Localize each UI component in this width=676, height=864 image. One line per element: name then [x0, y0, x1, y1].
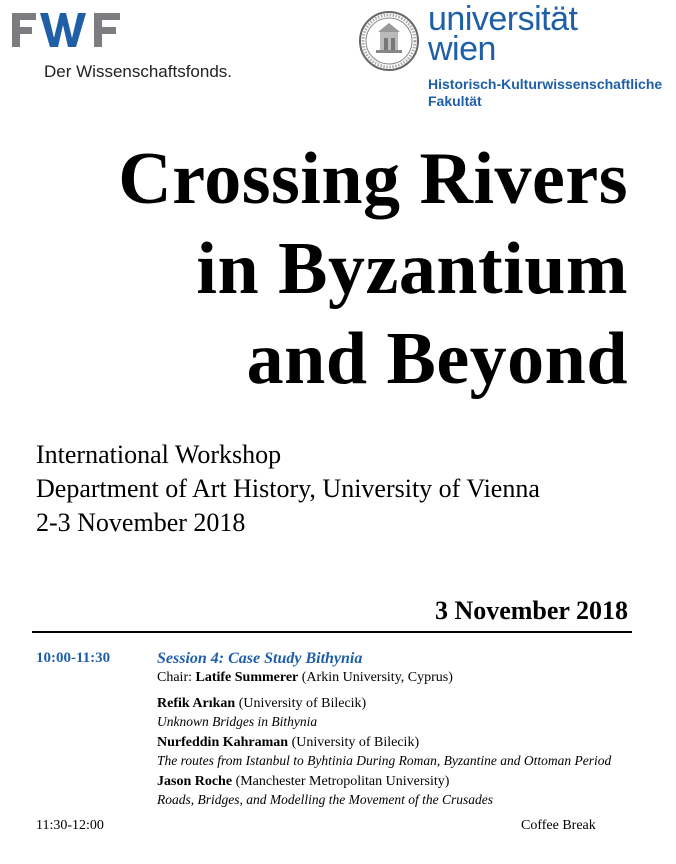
university-name: [428, 0, 578, 68]
university-name-line2: wien: [428, 30, 496, 68]
fwf-logo: [10, 10, 130, 50]
title-line3: and Beyond: [246, 318, 628, 400]
speaker-affiliation: (Manchester Metropolitan University): [235, 774, 450, 789]
talk-title: Roads, Bridges, and Modelling the Movement of the Crusades: [157, 792, 493, 807]
workshop-subtitle: [36, 438, 540, 540]
speaker-name: Refik Arıkan: [157, 696, 236, 711]
faculty-name-line2: Fakultät: [428, 93, 482, 109]
speaker-name: Nurfeddin Kahraman: [157, 735, 289, 750]
break-time: 11:30-12:00: [36, 818, 104, 833]
chair-label: Chair:: [157, 670, 192, 685]
chair-affiliation: (Arkin University, Cyprus): [301, 670, 453, 685]
title-line2: in Byzantium: [196, 228, 628, 310]
faculty-name-line1: Historisch-Kulturwissenschaftliche: [428, 76, 663, 92]
talk-title: Unknown Bridges in Bithynia: [157, 714, 318, 729]
page-title: [118, 134, 628, 404]
session-time: 10:00-11:30: [36, 650, 111, 666]
subtitle-line2: Department of Art History, University of Vienna: [36, 474, 540, 503]
session-title: Session 4: Case Study Bithynia: [157, 650, 363, 667]
subtitle-line3: 2-3 November 2018: [36, 508, 246, 537]
talk-speaker: [157, 774, 449, 790]
university-seal-icon: [358, 10, 420, 72]
speaker-name: Jason Roche: [157, 774, 233, 789]
subtitle-line1: International Workshop: [36, 440, 282, 469]
chair-name: Latife Summerer: [195, 670, 299, 685]
break-label: Coffee Break: [521, 818, 596, 833]
faculty-name: [428, 76, 662, 110]
session-chair: [157, 670, 453, 686]
speaker-affiliation: (University of Bilecik): [238, 696, 367, 711]
university-name-line1: universität: [428, 0, 578, 38]
divider: [32, 631, 632, 633]
talk-title: The routes from Istanbul to Byhtinia During Roman, Byzantine and Ottoman Period: [157, 753, 612, 768]
title-line1: Crossing Rivers: [118, 138, 628, 220]
fwf-tagline: Der Wissenschaftsfonds.: [44, 62, 233, 81]
talk-speaker: [157, 696, 366, 712]
speaker-affiliation: (University of Bilecik): [291, 735, 420, 750]
date-heading: 3 November 2018: [434, 596, 628, 625]
talk-speaker: [157, 735, 419, 751]
